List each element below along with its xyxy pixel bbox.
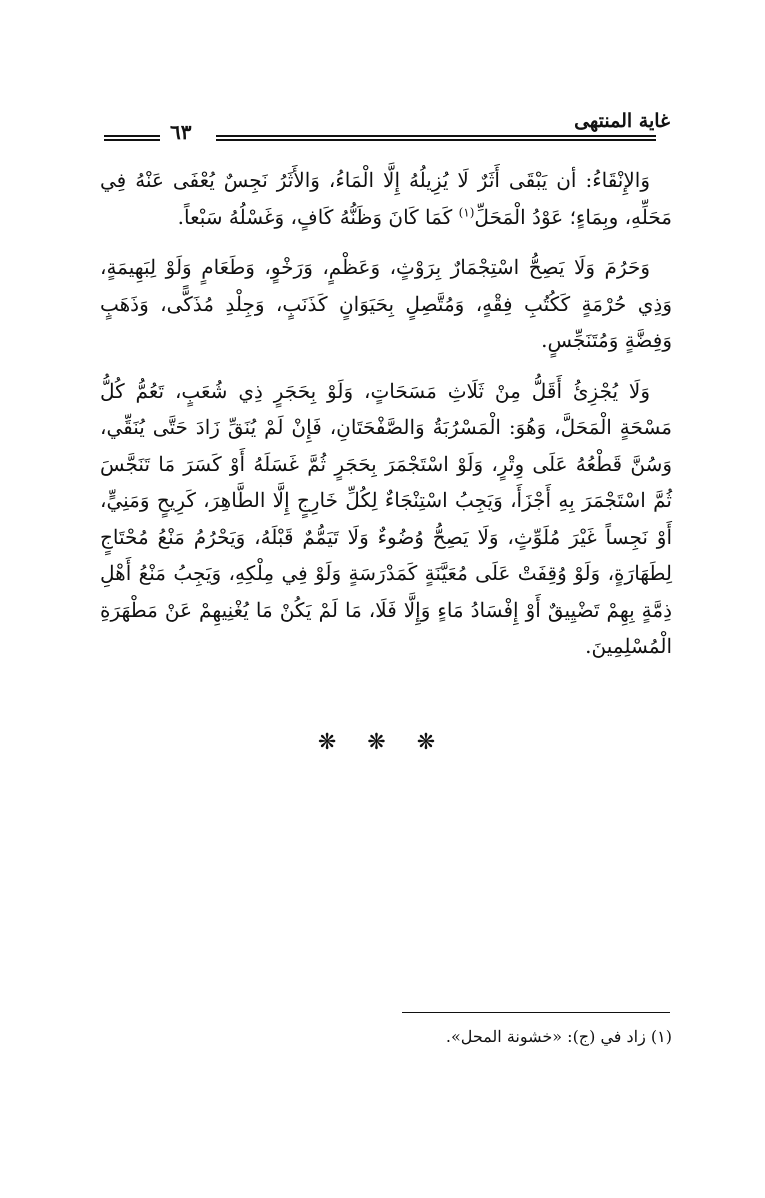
section-divider-asterisks: ❋ ❋ ❋ <box>317 730 448 755</box>
footnote-text: (١) زاد في (ج): «خشونة المحل». <box>445 1027 672 1046</box>
header-rule-left <box>104 135 160 141</box>
header-rule-right <box>216 135 656 141</box>
main-text <box>100 162 672 679</box>
page-number: ٦٣ <box>170 120 192 144</box>
paragraph-2: وَحَرُمَ وَلَا يَصِحُّ اسْتِجْمَارٌ بِرَوْثٍ، وَعَظْمٍ، وَرَخْوٍ، وَطَعَامٍ وَلَوْ لِبَهِيمَةٍ، وَذِي حُرْمَةٍ كَكُتُبِ فِقْهٍ، وَمُتَّصِلٍ بِحَيَوَانٍ كَذَنَبٍ، وَجِلْدِ مُذَكًّى، وَذَهَبٍ وَفِضَّةٍ وَمُتَنَجِّسٍ. <box>100 255 672 352</box>
paragraph-1 <box>100 162 672 235</box>
footnote-reference: (١) <box>458 204 475 219</box>
book-title: غاية المنتهى <box>574 110 670 132</box>
paragraph-3: وَلَا يُجْزِئُ أَقَلُّ مِنْ ثَلَاثِ مَسَحَاتٍ، وَلَوْ بِحَجَرٍ ذِي شُعَبٍ، تَعُمُّ كُلُّ مَسْحَةٍ الْمَحَلَّ، وَهُوَ: الْمَسْرُبَةُ وَالصَّفْحَتَانِ، فَإِنْ لَمْ يُنَقِّ زَادَ حَتَّى يُنَقِّي، وَسُنَّ قَطْعُهُ عَلَى وِتْرٍ، وَلَوْ اسْتَجْمَرَ بِحَجَرٍ ثُمَّ غَسَلَهُ أَوْ كَسَرَ مَا تَنَجَّسَ ثُمَّ اسْتَجْمَرَ بِهِ أَجْزَأَ، وَيَجِبُ اسْتِنْجَاءٌ لِكُلِّ خَارِجٍ إِلَّا الطَّاهِرَ، كَرِيحٍ وَمَنِيٍّ، أَوْ نَجِساً غَيْرَ مُلَوِّثٍ، وَلَا يَصِحُّ وُضُوءٌ وَلَا تَيَمُّمٌ قَبْلَهُ، وَيَحْرُمُ مَنْعُ مُحْتَاجٍ لِطَهَارَةٍ، وَلَوْ وُقِفَتْ عَلَى مُعَيَّنَةٍ كَمَدْرَسَةٍ وَلَوْ فِي مِلْكِهِ، وَيَجِبُ مَنْعُ أَهْلِ ذِمَّةٍ بِهِمْ تَضْيِيقٌ أَوْ إِفْسَادُ مَاءٍ وَإِلَّا فَلَا، مَا لَمْ يَكُنْ مَا يُغْنِيهِمْ عَنْ مَطْهَرَةِ الْمُسْلِمِينَ. <box>100 378 672 658</box>
page-header <box>100 102 670 152</box>
footnote-separator <box>402 1012 670 1013</box>
paragraph-1-tail: كَمَا كَانَ وَظَنُّهُ كَافٍ، وَغَسْلُهُ سَبْعاً. <box>177 204 453 229</box>
paragraph-1-text: وَالإِنْقَاءُ: أن يَبْقَى أَثَرٌ لَا يُزِيلُهُ إِلَّا الْمَاءُ، وَالأَثَرُ نَجِسٌ يُعْفَى عَنْهُ فِي مَحَلِّهِ، وبِمَاءٍ؛ عَوْدُ الْمَحَلِّ <box>100 168 672 229</box>
